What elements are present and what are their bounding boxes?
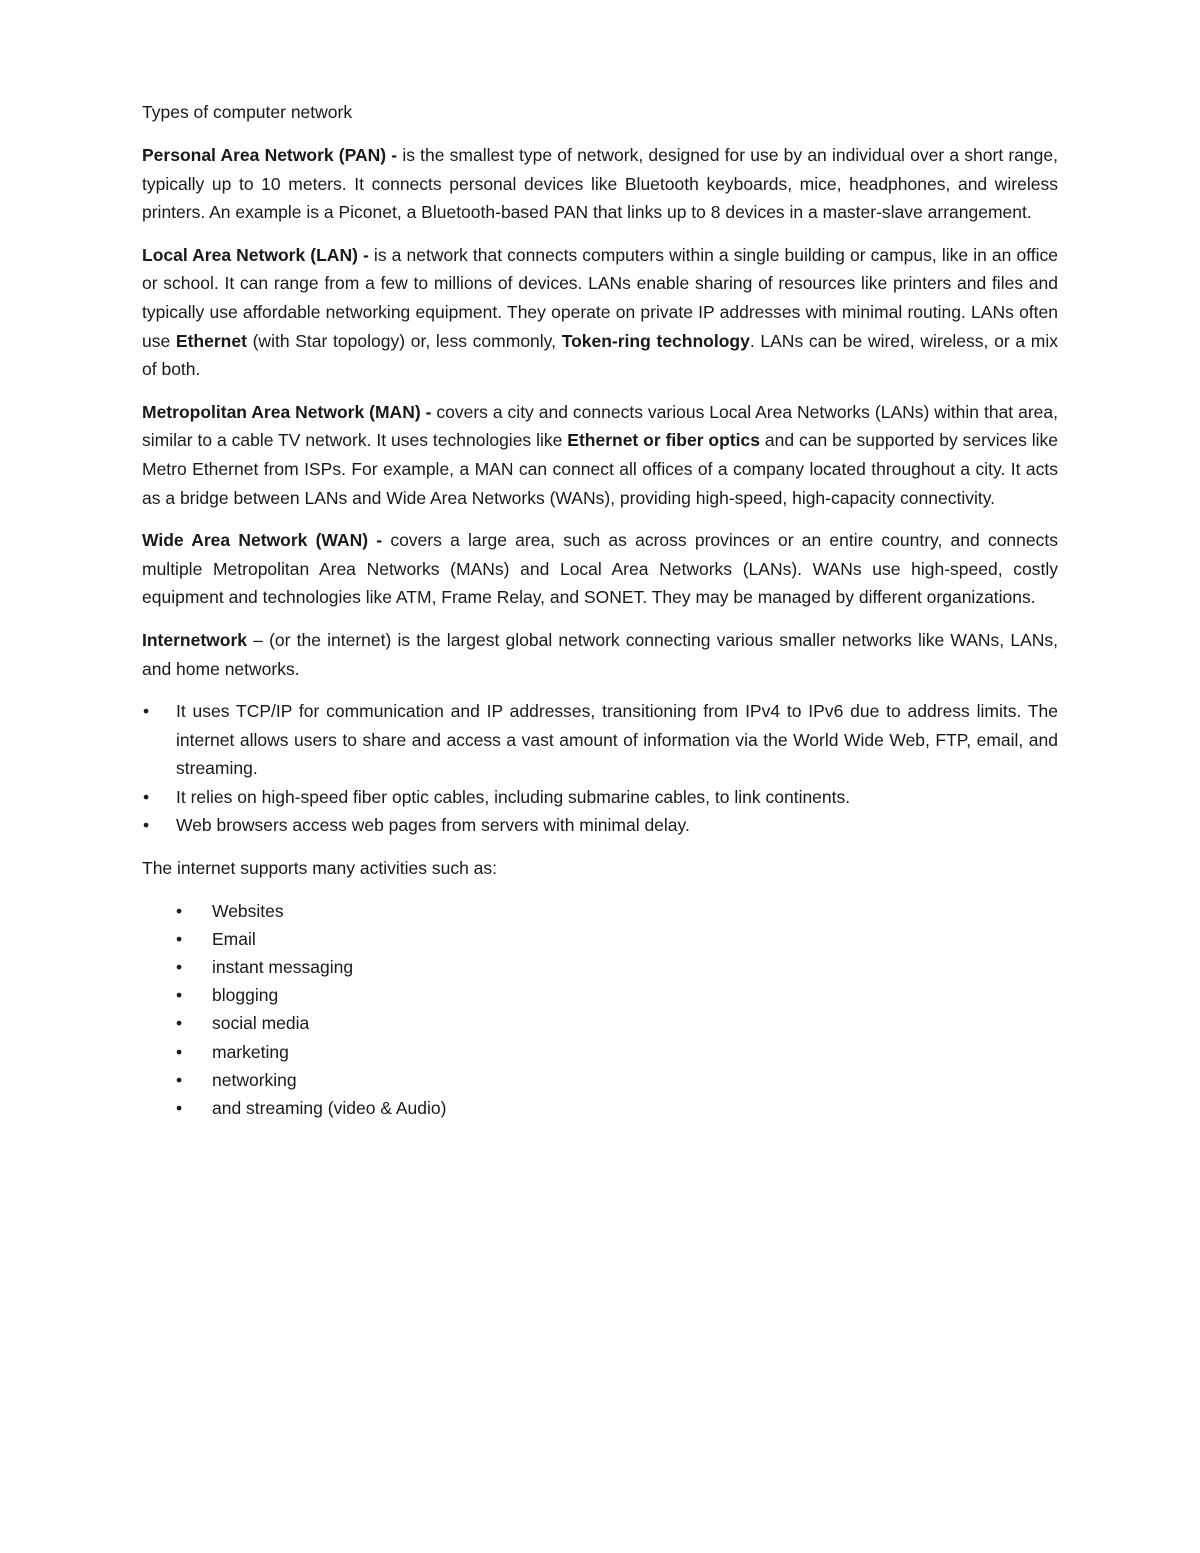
list-item: • Websites [142,897,1058,925]
wan-paragraph [142,526,1058,612]
bullet-icon: • [143,701,150,722]
man-ethernet-fiber-emphasis: Ethernet or fiber optics [567,430,760,451]
list-item: • instant messaging [142,953,1058,981]
lan-term: Local Area Network (LAN) - [142,244,369,265]
man-text-1: covers a city and connects various Local Area Networks (LANs) within that area, similar to a cable TV network. It uses technologies like [142,401,1058,451]
bullet-icon: • [176,1013,183,1034]
lan-paragraph [142,241,1058,384]
bullet-icon: • [176,1069,183,1090]
man-term: Metropolitan Area Network (MAN) - [142,401,432,422]
lan-text-2: (with Star topology) or, less commonly, [246,330,562,351]
list-item: • blogging [142,981,1058,1009]
internet-points-list [142,697,1058,840]
lan-ethernet-emphasis: Ethernet [175,330,247,351]
bullet-icon: • [143,786,150,807]
activities-intro: The internet supports many activities such as: [142,858,498,879]
pan-term: Personal Area Network (PAN) - [142,145,398,165]
list-item: • It relies on high-speed fiber optic cables, including submarine cables, to link continents. [142,783,1058,812]
man-paragraph [142,398,1058,512]
activities-list [142,897,1058,1123]
lan-text-3: . LANs can be wired, wireless, or a mix of both. [142,330,1058,380]
list-item: • Email [142,925,1058,953]
man-text-2: and can be supported by services like Metro Ethernet from ISPs. For example, a MAN can connect all offices of a company located throughout a city. It acts as a bridge between LANs and Wide Area Networks (WANs), providing high-speed, high-capacity connectivity. [142,430,1058,508]
internetwork-paragraph [142,626,1058,683]
list-item: • marketing [142,1038,1058,1066]
list-item: • social media [142,1009,1058,1037]
document-title: Types of computer network [142,102,353,122]
pan-paragraph [142,141,1058,227]
bullet-icon: • [176,1098,183,1119]
bullet-icon: • [176,985,183,1006]
list-item: • and streaming (video & Audio) [142,1094,1058,1122]
lan-text-1: is a network that connects computers within a single building or campus, like in an office or school. It can range from a few to millions of devices. LANs enable sharing of resources like printers and files and typically use affordable networking equipment. They operate on private IP addresses with minimal routing. LANs often use [142,244,1058,351]
lan-token-ring-emphasis: Token-ring technology [561,330,750,351]
wan-term: Wide Area Network (WAN) - [142,530,383,551]
list-item: • It uses TCP/IP for communication and IP addresses, transitioning from IPv4 to IPv6 due to address limits. The internet allows users to share and access a vast amount of information via the World Wide Web, FTP, email, and streaming. [142,697,1058,783]
bullet-icon: • [143,815,150,836]
list-item: • Web browsers access web pages from servers with minimal delay. [142,811,1058,840]
internetwork-text: – (or the internet) is the largest global network connecting various smaller networks like WANs, LANs, and home networks. [142,629,1058,679]
bullet-icon: • [176,928,183,949]
bullet-icon: • [176,957,183,978]
wan-text: covers a large area, such as across provinces or an entire country, and connects multiple Metropolitan Area Networks (MANs) and Local Area Networks (LANs). WANs use high-speed, costly equipment and technologies like ATM, Frame Relay, and SONET. They may be managed by different organizations. [142,530,1058,608]
pan-text: is the smallest type of network, designed for use by an individual over a short range, typically up to 10 meters. It connects personal devices like Bluetooth keyboards, mice, headphones, and wireless printers. An example is a Piconet, a Bluetooth-based PAN that links up to 8 devices in a master-slave arrangement. [142,145,1058,223]
internetwork-term: Internetwork [142,629,248,650]
bullet-icon: • [176,1041,183,1062]
bullet-icon: • [176,900,183,921]
list-item: • networking [142,1066,1058,1094]
